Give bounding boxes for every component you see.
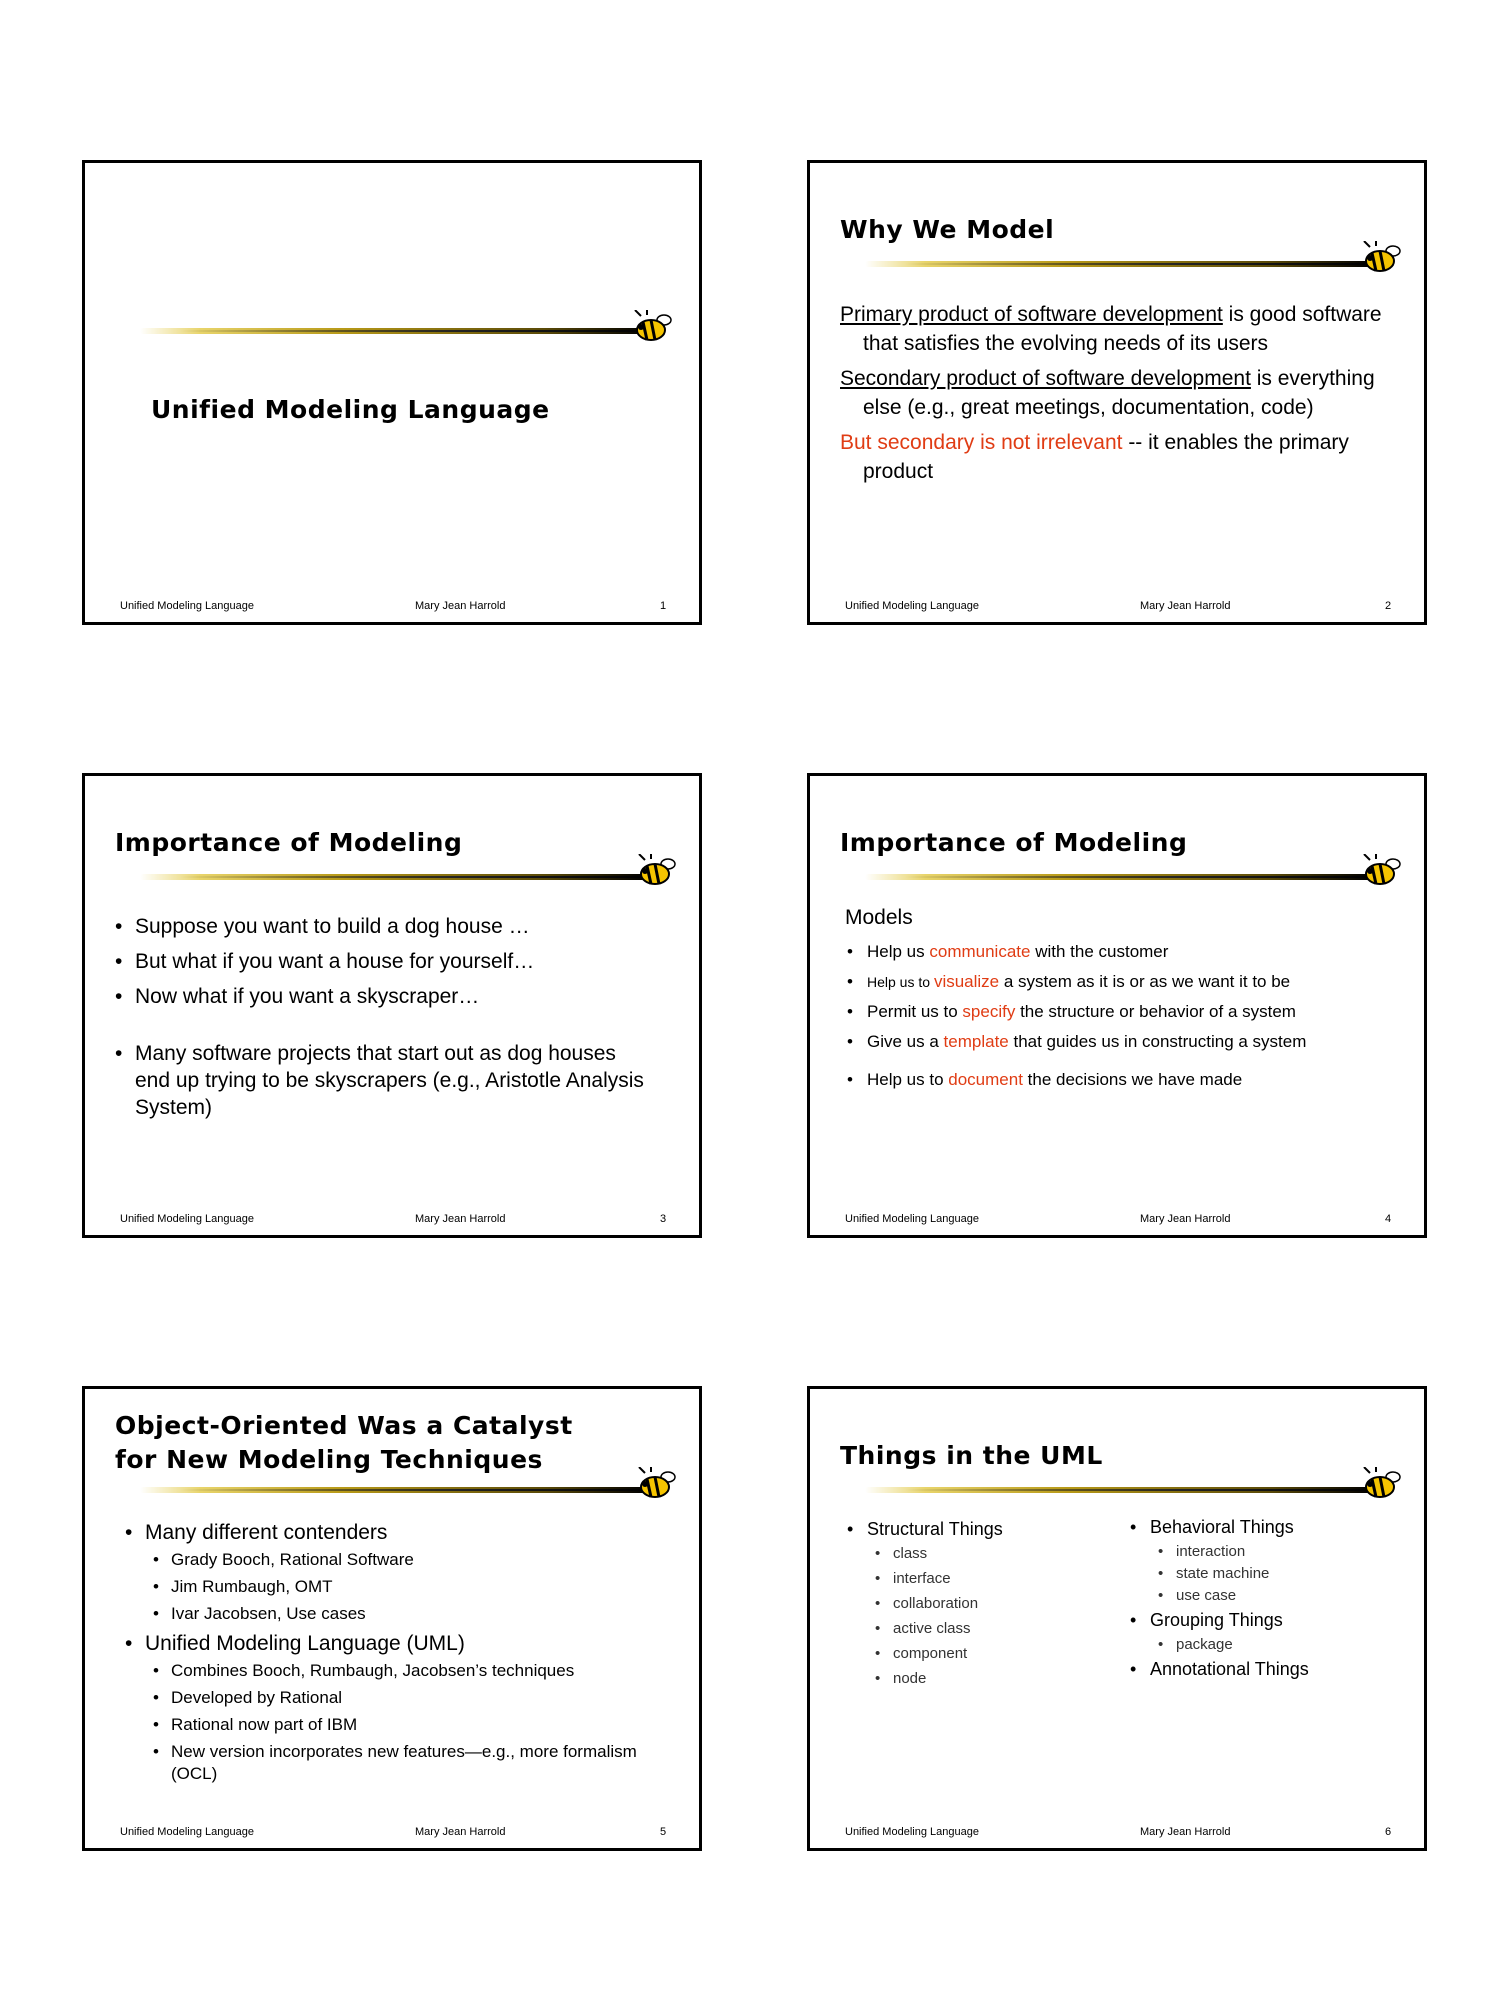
item-keyword: visualize [933, 972, 1000, 991]
sub-list-item: • class [893, 1544, 1097, 1564]
footer-course: Unified Modeling Language [845, 1826, 979, 1838]
list-item [867, 940, 1397, 964]
list-item [867, 1030, 1397, 1054]
paragraph-primary [840, 300, 1385, 358]
footer-course: Unified Modeling Language [120, 1213, 254, 1225]
bullet-list [867, 940, 1397, 1098]
list-item: • But what if you want a house for yourself… [135, 948, 655, 975]
sub-list-item: • Developed by Rational [171, 1687, 665, 1709]
slide-5 [82, 1386, 702, 1851]
yellow-jacket-logo-icon [633, 310, 673, 346]
sub-list-item: • package [1176, 1635, 1400, 1655]
footer-course: Unified Modeling Language [120, 600, 254, 612]
list-item [867, 1000, 1397, 1024]
slide-number: 2 [1385, 600, 1392, 612]
slide-2 [807, 160, 1427, 625]
item-text: Help us to [867, 974, 934, 990]
sub-list-item: • node [893, 1669, 1097, 1689]
emphasis-text: But secondary is not irrelevant [840, 431, 1123, 454]
yellow-jacket-logo-icon [637, 1467, 677, 1503]
item-text: Permit us to [867, 1002, 963, 1021]
secondary-product-rest: is everything else (e.g., great meetings, documentation, code) [863, 367, 1375, 419]
slide-4 [807, 773, 1427, 1238]
sub-list-item: • Ivar Jacobsen, Use cases [171, 1603, 665, 1625]
secondary-product-text: Secondary product of software development [840, 367, 1251, 390]
slide-number: 1 [660, 600, 667, 612]
footer-author: Mary Jean Harrold [1140, 600, 1231, 612]
structural-column [867, 1517, 1097, 1694]
sub-list-item: • Rational now part of IBM [171, 1714, 665, 1736]
list-item: • Structural Things [867, 1517, 1097, 1541]
list-item: • Many software projects that start out as dog houses end up trying to be skyscrapers (e.g., Aristotle Analysis System) [135, 1040, 655, 1121]
slide-title: Importance of Modeling [840, 828, 1188, 857]
sub-list-item: • Grady Booch, Rational Software [171, 1549, 665, 1571]
slide-3 [82, 773, 702, 1238]
slide-title-line-2: for New Modeling Techniques [115, 1445, 543, 1474]
item-text: the decisions we have made [1022, 1070, 1243, 1089]
footer-author: Mary Jean Harrold [1140, 1213, 1231, 1225]
item-keyword: specify [962, 1002, 1016, 1021]
list-item [867, 1068, 1397, 1092]
title-streak [140, 328, 645, 334]
sub-list-item: • component [893, 1644, 1097, 1664]
footer-author: Mary Jean Harrold [1140, 1826, 1231, 1838]
list-item: • Now what if you want a skyscraper… [135, 983, 655, 1010]
slide-number: 4 [1385, 1213, 1392, 1225]
footer-course: Unified Modeling Language [845, 600, 979, 612]
slide-1 [82, 160, 702, 625]
item-keyword: template [943, 1032, 1009, 1051]
sub-list-item: • interaction [1176, 1542, 1400, 1562]
list-item: • Suppose you want to build a dog house … [135, 913, 655, 940]
sub-list-item: • collaboration [893, 1594, 1097, 1614]
slide-title: Unified Modeling Language [151, 395, 550, 424]
models-heading: Models [845, 906, 913, 929]
slide-6 [807, 1386, 1427, 1851]
bullet-list [115, 913, 655, 1129]
sub-list-item: • interface [893, 1569, 1097, 1589]
list-item: • Many different contenders [145, 1519, 665, 1547]
item-text: the structure or behavior of a system [1015, 1002, 1296, 1021]
slide-title: Things in the UML [840, 1441, 1103, 1470]
title-streak [865, 1487, 1370, 1493]
primary-product-text: Primary product of software development [840, 303, 1223, 326]
footer-author: Mary Jean Harrold [415, 600, 506, 612]
list-item: • Behavioral Things [1150, 1515, 1400, 1539]
title-streak [865, 874, 1370, 880]
list-item: • Grouping Things [1150, 1608, 1400, 1632]
slide-body [840, 300, 1385, 492]
sub-list-item: • New version incorporates new features—e.g., more formalism (OCL) [171, 1741, 641, 1785]
sub-list-item: • active class [893, 1619, 1097, 1639]
item-text: that guides us in constructing a system [1008, 1032, 1307, 1051]
list-item: • Unified Modeling Language (UML) [145, 1630, 665, 1658]
primary-product-rest: is good software that satisfies the evolving needs of its users [863, 303, 1382, 355]
title-streak [140, 874, 645, 880]
sub-list-item: • use case [1176, 1586, 1400, 1606]
paragraph-emphasis [840, 428, 1385, 486]
emphasis-rest: -- it enables the primary product [863, 431, 1349, 483]
item-text: Give us a [867, 1032, 944, 1051]
sub-list-item: • Jim Rumbaugh, OMT [171, 1576, 665, 1598]
title-streak [140, 1487, 645, 1493]
slide-title: Importance of Modeling [115, 828, 463, 857]
footer-course: Unified Modeling Language [845, 1213, 979, 1225]
slide-number: 5 [660, 1826, 667, 1838]
footer-course: Unified Modeling Language [120, 1826, 254, 1838]
item-text: with the customer [1030, 942, 1169, 961]
slide-number: 6 [1385, 1826, 1392, 1838]
bullet-list [145, 1519, 665, 1790]
yellow-jacket-logo-icon [1362, 854, 1402, 890]
behavioral-column [1150, 1515, 1400, 1684]
footer-author: Mary Jean Harrold [415, 1213, 506, 1225]
list-item: • Annotational Things [1150, 1657, 1400, 1681]
footer-author: Mary Jean Harrold [415, 1826, 506, 1838]
sub-list-item: • Combines Booch, Rumbaugh, Jacobsen’s techniques [171, 1660, 665, 1682]
slide-title: Why We Model [840, 215, 1055, 244]
item-keyword: document [948, 1070, 1023, 1089]
list-item [867, 970, 1397, 994]
item-text: Help us [867, 942, 930, 961]
yellow-jacket-logo-icon [637, 854, 677, 890]
title-streak [865, 261, 1370, 267]
slide-title-line-1: Object-Oriented Was a Catalyst [115, 1411, 573, 1440]
yellow-jacket-logo-icon [1362, 1467, 1402, 1503]
item-text: a system as it is or as we want it to be [999, 972, 1291, 991]
yellow-jacket-logo-icon [1362, 241, 1402, 277]
paragraph-secondary [840, 364, 1385, 422]
item-keyword: communicate [929, 942, 1031, 961]
slide-number: 3 [660, 1213, 667, 1225]
item-text: Help us to [867, 1070, 949, 1089]
sub-list-item: • state machine [1176, 1564, 1400, 1584]
